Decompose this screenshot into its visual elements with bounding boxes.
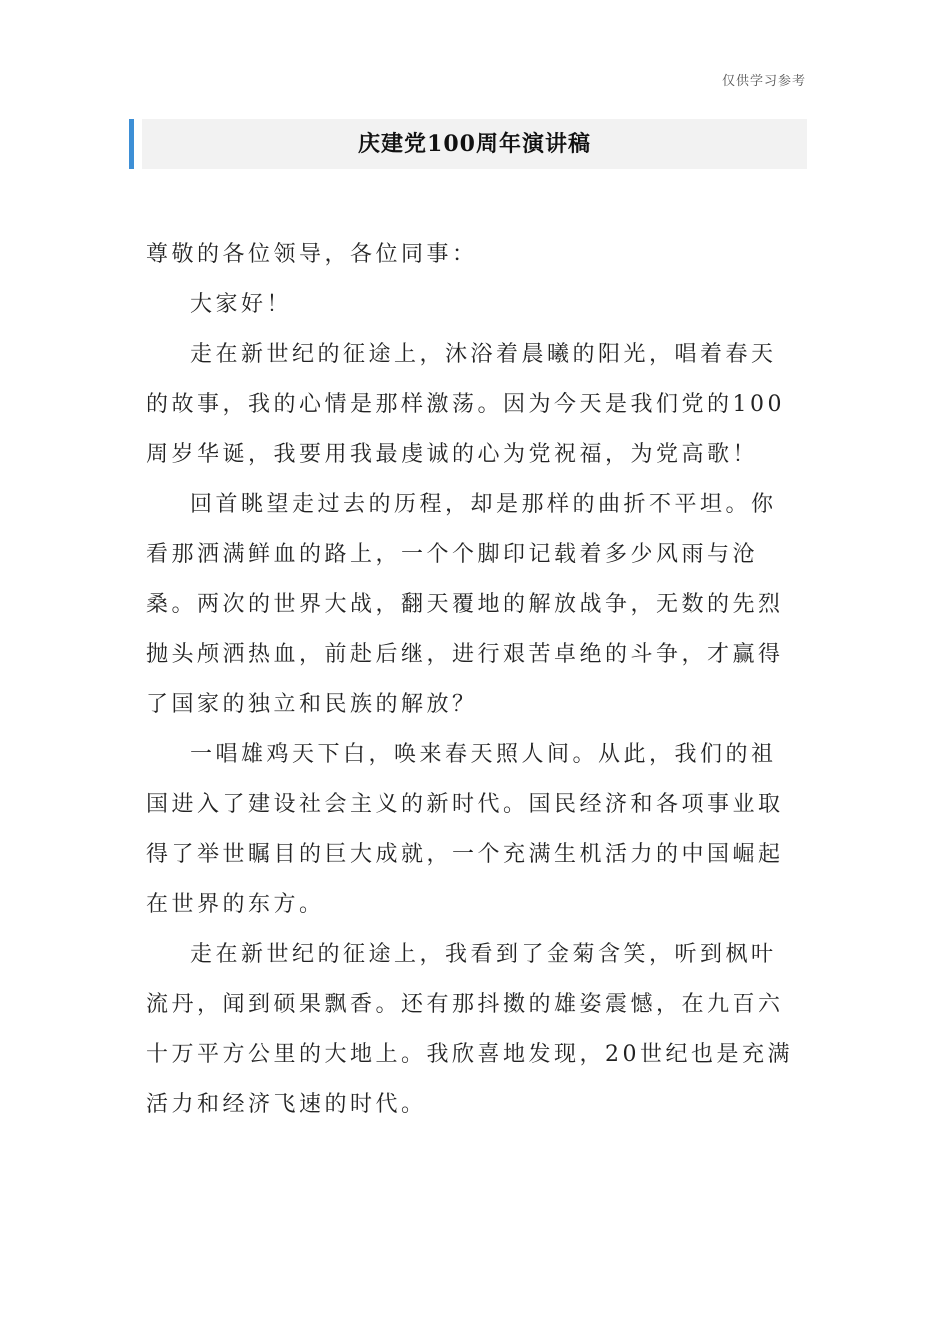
paragraph: 走在新世纪的征途上，沐浴着晨曦的阳光，唱着春天的故事，我的心情是那样激荡。因为今天是我们党的100周岁华诞，我要用我最虔诚的心为党祝福，为党高歌！	[146, 342, 785, 467]
document-title: 庆建党100周年演讲稿	[358, 131, 591, 157]
paragraph: 一唱雄鸡天下白，唤来春天照人间。从此，我们的祖国进入了建设社会主义的新时代。国民经济和各项事业取得了举世瞩目的巨大成就，一个充满生机活力的中国崛起在世界的东方。	[146, 742, 784, 917]
document-body	[146, 230, 796, 1130]
header-note: 仅供学习参考	[721, 74, 806, 89]
title-bar	[129, 119, 807, 169]
paragraph-greeting: 大家好！	[190, 292, 293, 317]
title-accent-gap	[134, 119, 142, 169]
paragraph: 回首眺望走过去的历程，却是那样的曲折不平坦。你看那洒满鲜血的路上，一个个脚印记载着多少风雨与沧桑。两次的世界大战，翻天覆地的解放战争，无数的先烈抛头颅洒热血，前赴后继，进行艰苦卓绝的斗争，才赢得了国家的独立和民族的解放？	[146, 492, 784, 717]
paragraph: 走在新世纪的征途上，我看到了金菊含笑，听到枫叶流丹，闻到硕果飘香。还有那抖擞的雄姿震憾，在九百六十万平方公里的大地上。我欣喜地发现，20世纪也是充满活力和经济飞速的时代。	[146, 942, 793, 1117]
salutation: 尊敬的各位领导，各位同事：	[146, 242, 478, 267]
